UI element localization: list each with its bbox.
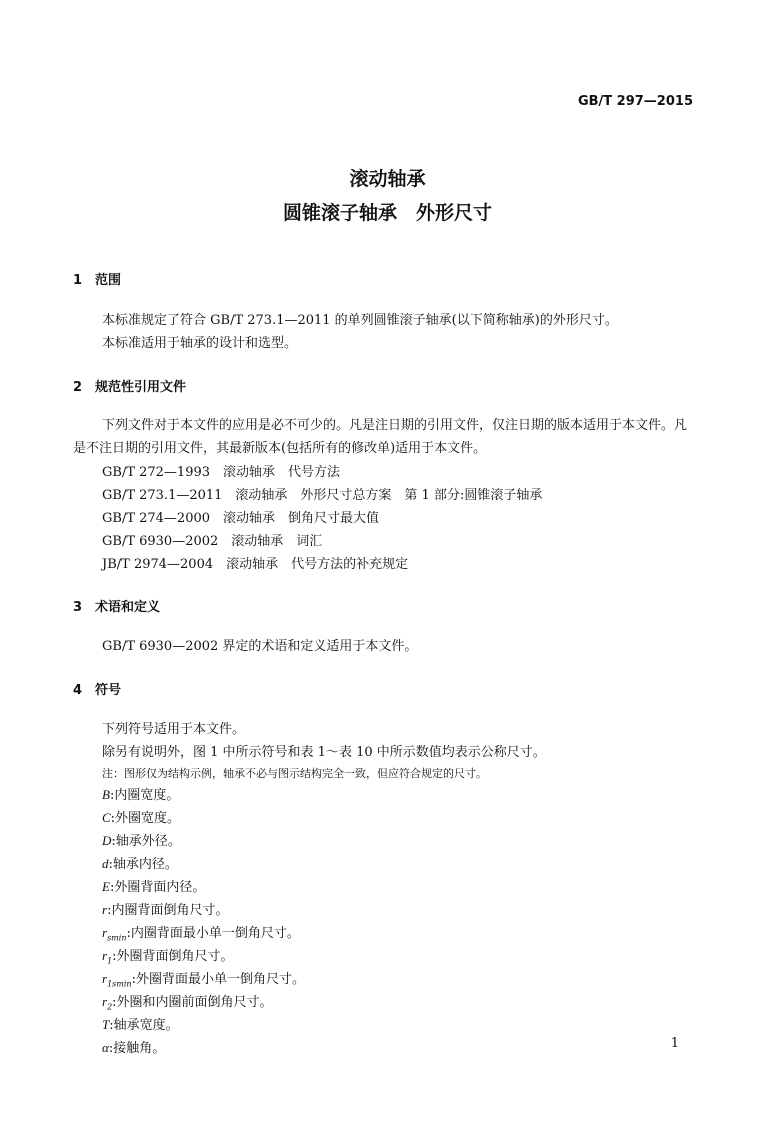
symbol-description: :外圈宽度。 [110,811,181,826]
symbol: α [102,1040,109,1055]
reference-item: GB/T 274—2000 滚动轴承 倒角尺寸最大值 [102,511,380,526]
document-title-line1: 滚动轴承 [349,168,426,190]
symbol: E [102,879,110,894]
symbol-definition [102,968,305,989]
section-title: 规范性引用文件 [95,380,187,395]
symbol-definition [102,899,228,920]
reference-item: GB/T 273.1—2011 滚动轴承 外形尺寸总方案 第 1 部分:圆锥滚子轴承 [102,488,543,503]
symbol-definition [102,945,234,966]
symbol-definition [102,830,181,851]
symbol-description: :内圈背面倒角尺寸。 [107,903,229,918]
symbol-description: :内圈宽度。 [109,788,180,803]
symbol: r [102,902,108,917]
symbol: r [102,994,108,1009]
symbol-definition [102,807,180,828]
symbol-description: :外圈背面最小单一倒角尺寸。 [131,972,305,987]
section-title: 术语和定义 [95,600,161,615]
symbol-definition [102,1014,179,1035]
symbol-definition [102,922,300,943]
symbol-subscript: 2 [107,1002,113,1012]
symbol-description: :外圈和内圈前面倒角尺寸。 [112,995,273,1010]
paragraph: GB/T 6930—2002 界定的术语和定义适用于本文件。 [102,639,418,654]
reference-item: JB/T 2974—2004 滚动轴承 代号方法的补充规定 [102,557,409,572]
symbol: r [102,925,108,940]
section-number: 3 [73,600,83,615]
symbol: T [102,1017,110,1032]
symbol-definition [102,1037,165,1058]
section-title: 符号 [95,683,122,698]
symbol-description: :轴承宽度。 [109,1018,179,1033]
symbol: B [102,787,110,802]
symbol-description: :轴承内径。 [108,857,178,872]
symbol-description: :轴承外径。 [111,834,181,849]
section-number: 1 [73,273,83,288]
symbol-definition [102,991,273,1012]
paragraph: 本标准规定了符合 GB/T 273.1—2011 的单列圆锥滚子轴承(以下简称轴承)的外形尺寸。 [102,313,618,328]
symbol-description: :外圈背面倒角尺寸。 [112,949,234,964]
section-number: 4 [73,683,83,698]
symbol: r [102,948,108,963]
symbol-subscript: smin [107,933,127,943]
section-3-heading [73,596,160,615]
symbol-subscript: 1smin [107,979,132,989]
symbol-definition [102,784,179,805]
section-2-heading [73,376,186,395]
section-title: 范围 [95,273,122,288]
section-1-heading [73,269,121,288]
symbol: D [102,833,112,848]
symbol-description: :接触角。 [108,1041,166,1056]
symbol: d [102,856,109,871]
symbol-subscript: 1 [107,956,113,966]
section-number: 2 [73,380,83,395]
reference-item: GB/T 6930—2002 滚动轴承 词汇 [102,534,323,549]
paragraph: 下列文件对于本文件的应用是必不可少的。凡是注日期的引用文件，仅注日期的版本适用于本文件。凡是不注日期的引用文件，其最新版本(包括所有的修改单)适用于本文件。 [73,418,688,456]
paragraph: 下列符号适用于本文件。 [102,722,246,737]
symbol: r [102,971,108,986]
symbol-description: :外圈背面内径。 [109,880,206,895]
section-4-heading [73,679,121,698]
symbol-definition [102,853,178,874]
symbol: C [102,810,111,825]
page-number: 1 [670,1036,679,1051]
note: 注：图形仅为结构示例，轴承不必与图示结构完全一致，但应符合规定的尺寸。 [102,767,487,780]
symbol-description: :内圈背面最小单一倒角尺寸。 [126,926,300,941]
symbol-definition [102,876,205,897]
standard-number: GB/T 297—2015 [577,94,693,109]
paragraph: 除另有说明外，图 1 中所示符号和表 1～表 10 中所示数值均表示公称尺寸。 [102,745,546,760]
reference-item: GB/T 272—1993 滚动轴承 代号方法 [102,465,341,480]
document-title-line2: 圆锥滚子轴承 外形尺寸 [282,202,492,224]
paragraph: 本标准适用于轴承的设计和选型。 [102,336,298,351]
